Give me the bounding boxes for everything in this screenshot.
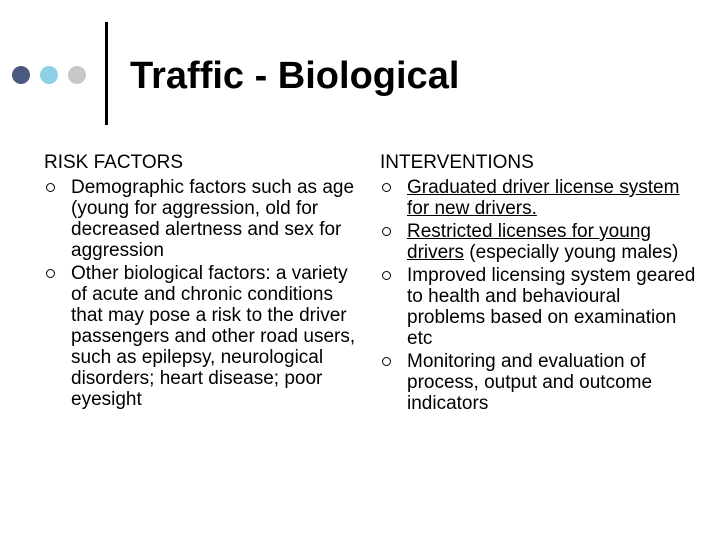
list-item-text: Demographic factors such as age (young for aggression, old for decreased alertness and sex for aggression — [71, 177, 355, 261]
interventions-column — [380, 152, 700, 416]
hollow-circle-bullet-icon — [382, 271, 391, 280]
interventions-heading: INTERVENTIONS — [380, 152, 534, 173]
list-item-underlined-text: Restricted licenses for young drivers — [407, 221, 651, 263]
hollow-circle-bullet-icon — [46, 269, 55, 278]
risk-factors-list — [44, 177, 366, 410]
list-item-text: (especially young males) — [464, 242, 679, 263]
list-item — [380, 351, 700, 414]
hollow-circle-bullet-icon — [382, 357, 391, 366]
list-item-underlined-text: Graduated driver license system for new drivers. — [407, 177, 680, 219]
list-item — [380, 265, 700, 349]
hollow-circle-bullet-icon — [382, 183, 391, 192]
interventions-list — [380, 177, 700, 414]
dot-gray — [68, 66, 86, 84]
dot-navy — [12, 66, 30, 84]
risk-factors-heading: RISK FACTORS — [44, 152, 184, 173]
list-item-text: Improved licensing system geared to health and behavioural problems based on examination etc — [407, 265, 696, 349]
list-item-text: Other biological factors: a variety of acute and chronic conditions that may pose a risk to the driver passengers and other road users, such as epilepsy, neurological disorders; heart disease; poor eyesight — [71, 263, 356, 410]
dot-lightblue — [40, 66, 58, 84]
hollow-circle-bullet-icon — [46, 183, 55, 192]
slide-title: Traffic - Biological — [130, 55, 460, 97]
risk-factors-column — [44, 152, 366, 412]
list-item — [44, 177, 366, 261]
list-item — [380, 221, 700, 263]
title-divider — [105, 22, 108, 125]
hollow-circle-bullet-icon — [382, 227, 391, 236]
list-item-text: Monitoring and evaluation of process, output and outcome indicators — [407, 351, 653, 414]
list-item — [44, 263, 366, 410]
list-item — [380, 177, 700, 219]
